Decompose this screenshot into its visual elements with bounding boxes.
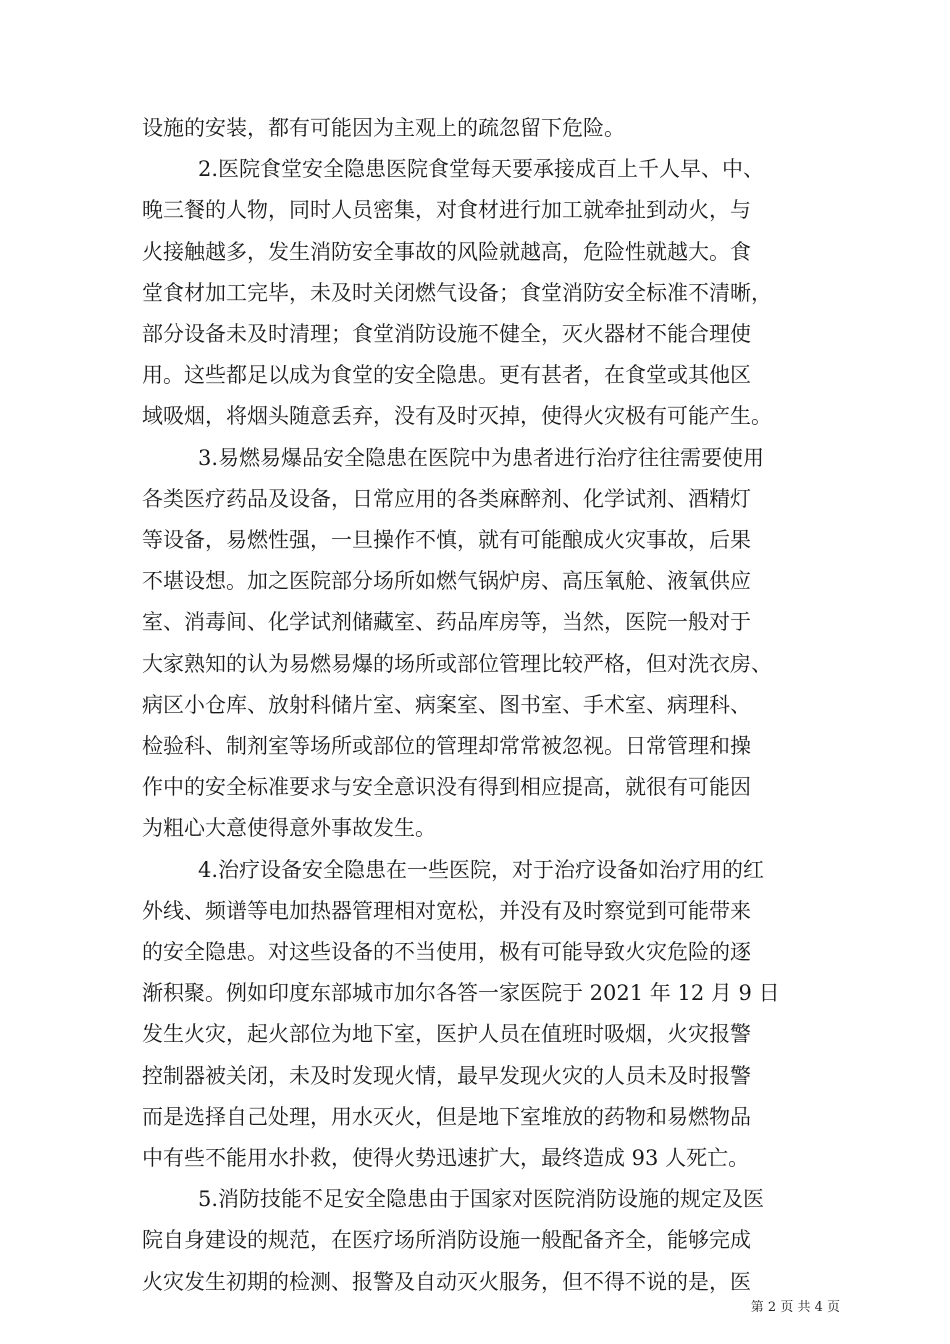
text-line: 3.易燃易爆品安全隐患在医院中为患者进行治疗往往需要使用	[198, 446, 765, 470]
text-line: 2.医院食堂安全隐患医院食堂每天要承接成百上千人早、中、	[198, 157, 765, 181]
text-line: 发生火灾，起火部位为地下室，医护人员在值班时吸烟，火灾报警	[142, 1022, 751, 1046]
text-line: 院自身建设的规范，在医疗场所消防设施一般配备齐全，能够完成	[142, 1228, 751, 1252]
text-line: 5.消防技能不足安全隐患由于国家对医院消防设施的规定及医	[198, 1187, 765, 1211]
text-line: 堂食材加工完毕，未及时关闭燃气设备；食堂消防安全标准不清晰，	[142, 281, 772, 305]
text-line: 各类医疗药品及设备，日常应用的各类麻醉剂、化学试剂、酒精灯	[142, 487, 751, 511]
text-line: 控制器被关闭，未及时发现火情，最早发现火灾的人员未及时报警	[142, 1064, 751, 1088]
text-line: 检验科、制剂室等场所或部位的管理却常常被忽视。日常管理和操	[142, 734, 751, 758]
text-line: 晚三餐的人物，同时人员密集，对食材进行加工就牵扯到动火，与	[142, 198, 751, 222]
text-line: 火灾发生初期的检测、报警及自动灭火服务，但不得不说的是，医	[142, 1270, 751, 1294]
text-line: 大家熟知的认为易燃易爆的场所或部位管理比较严格，但对洗衣房、	[142, 652, 772, 676]
text-line: 部分设备未及时清理；食堂消防设施不健全，灭火器材不能合理使	[142, 322, 751, 346]
text-line: 的安全隐患。对这些设备的不当使用，极有可能导致火灾危险的逐	[142, 940, 751, 964]
text-line: 4.治疗设备安全隐患在一些医院，对于治疗设备如治疗用的红	[198, 858, 765, 882]
text-line: 火接触越多，发生消防安全事故的风险就越高，危险性就越大。食	[142, 240, 751, 264]
text-line: 作中的安全标准要求与安全意识没有得到相应提高，就很有可能因	[142, 775, 751, 799]
text-line: 等设备，易燃性强，一旦操作不慎，就有可能酿成火灾事故，后果	[142, 528, 751, 552]
page-number: 第 2 页 共 4 页	[750, 1300, 840, 1315]
text-line: 而是选择自己处理，用水灭火，但是地下室堆放的药物和易燃物品	[142, 1105, 751, 1129]
text-line: 渐积聚。例如印度东部城市加尔各答一家医院于 2021 年 12 月 9 日	[142, 981, 780, 1005]
text-line: 病区小仓库、放射科储片室、病案室、图书室、手术室、病理科、	[142, 693, 751, 717]
text-line: 为粗心大意使得意外事故发生。	[142, 816, 436, 840]
text-line: 设施的安装，都有可能因为主观上的疏忽留下危险。	[142, 116, 625, 140]
text-line: 中有些不能用水扑救，使得火势迅速扩大，最终造成 93 人死亡。	[142, 1146, 750, 1170]
text-line: 不堪设想。加之医院部分场所如燃气锅炉房、高压氧舱、液氧供应	[142, 569, 751, 593]
text-line: 用。这些都足以成为食堂的安全隐患。更有甚者，在食堂或其他区	[142, 363, 751, 387]
text-line: 外线、频谱等电加热器管理相对宽松，并没有及时察觉到可能带来	[142, 899, 751, 923]
text-line: 域吸烟，将烟头随意丢弃，没有及时灭掉，使得火灾极有可能产生。	[142, 404, 772, 428]
text-line: 室、消毒间、化学试剂储藏室、药品库房等，当然，医院一般对于	[142, 610, 751, 634]
